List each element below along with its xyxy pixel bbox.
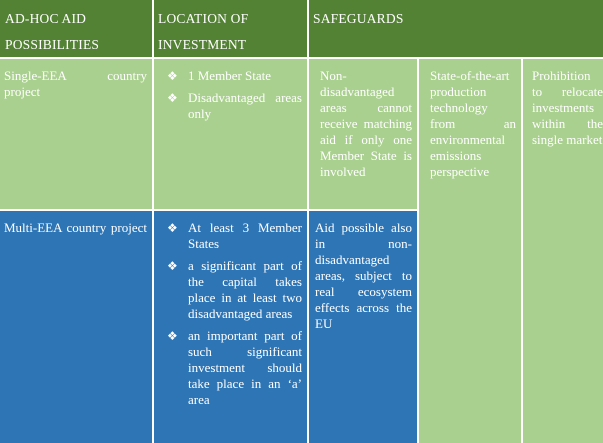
grid-line [307, 0, 309, 443]
bullet-icon: ❖ [167, 91, 178, 105]
row2-location-text: a significant part of the capital takes place in at least two disadvantaged areas [188, 258, 302, 321]
row2-safeguard-text: Aid possible also in non-disadvantaged areas, subject to real ecosystem effects across the EU [315, 220, 412, 331]
row2-safeguard [308, 210, 418, 443]
row1-project-text: Single-EEA country project [4, 68, 147, 99]
row1-safeguard [308, 58, 418, 210]
safeguard-relocation [522, 58, 603, 443]
row1-location [153, 58, 308, 210]
row1-location-text: Disadvantaged areas only [188, 90, 302, 121]
bullet-icon: ❖ [167, 69, 178, 83]
row2-project [0, 210, 153, 443]
safeguard-relocation-text: Prohibition to relocate investments within the single market [532, 68, 603, 147]
header-safeguards-label: SAFEGUARDS [313, 11, 404, 26]
row2-project-text: Multi-EEA country project [4, 220, 147, 235]
grid-line [521, 58, 523, 443]
bullet-icon: ❖ [167, 329, 178, 343]
grid-line [417, 58, 419, 443]
row2-location [153, 210, 308, 443]
header-location [153, 0, 308, 58]
row2-location-text: an important part of such significant investment should take place in an ‘a’ area [188, 328, 302, 407]
header-safeguards [308, 0, 603, 58]
row1-location-item [165, 68, 302, 84]
grid-line [0, 57, 603, 59]
safeguard-technology-text: State-of-the-art production technology from an environmental emissions perspective [430, 68, 516, 179]
grid-line [152, 0, 154, 443]
row1-project [0, 58, 153, 210]
row2-location-text: At least 3 Member States [188, 220, 302, 251]
safeguard-technology [418, 58, 522, 443]
bullet-icon: ❖ [167, 221, 178, 235]
row2-location-item [165, 258, 302, 322]
row2-location-item [165, 328, 302, 408]
header-location-label: LOCATION OF INVESTMENT [158, 11, 249, 52]
grid-line [0, 209, 418, 211]
header-ad-hoc-aid-label: AD-HOC AID POSSIBILITIES [5, 11, 100, 52]
header-ad-hoc-aid [0, 0, 153, 58]
row2-location-item [165, 220, 302, 252]
row1-location-text: 1 Member State [188, 68, 272, 83]
row1-safeguard-text: Non-disadvantaged areas cannot receive matching aid if only one Member State is involved [320, 68, 412, 179]
bullet-icon: ❖ [167, 259, 178, 273]
row1-location-item [165, 90, 302, 122]
